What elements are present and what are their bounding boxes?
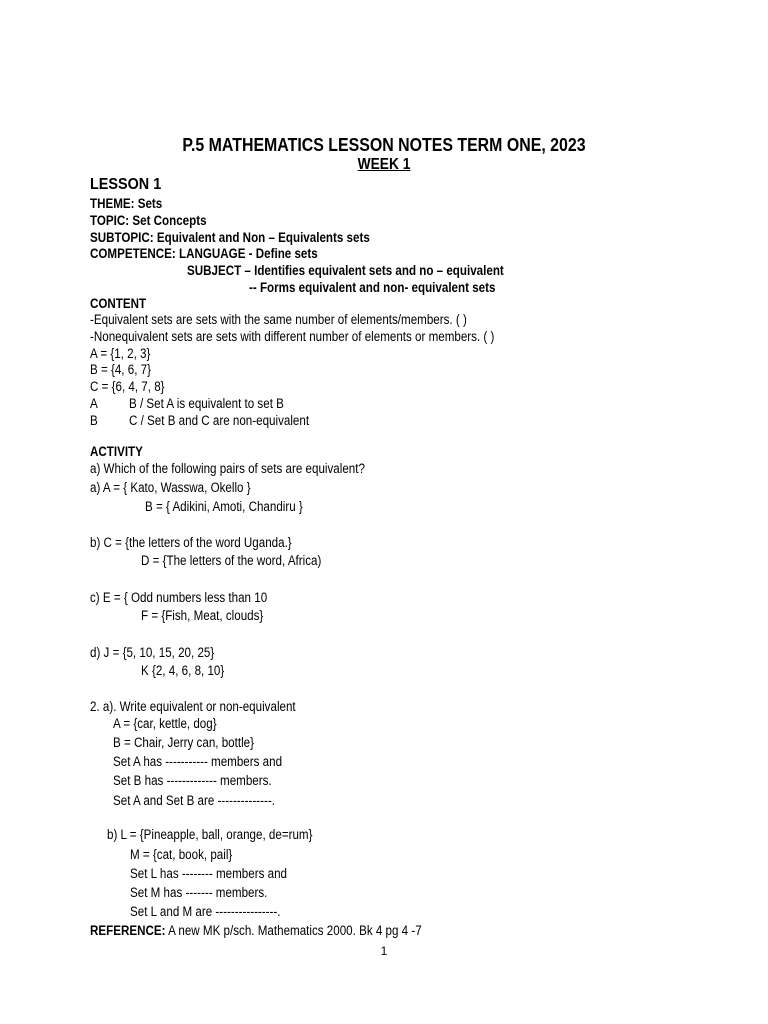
activity-item: D = {The letters of the word, Africa) bbox=[141, 553, 322, 568]
question-2a-line: Set A has ----------- members and bbox=[113, 754, 283, 769]
lesson-heading: LESSON 1 bbox=[90, 176, 162, 193]
content-heading: CONTENT bbox=[90, 296, 147, 311]
question-2a-line: Set A and Set B are --------------. bbox=[113, 793, 275, 808]
week-heading: WEEK 1 bbox=[357, 156, 411, 173]
content-line: B = {4, 6, 7} bbox=[90, 362, 152, 377]
question-2b-line: Set L and M are ----------------. bbox=[130, 904, 281, 919]
subtopic-line bbox=[90, 230, 370, 246]
subject-line: SUBJECT – Identifies equivalent sets and no – equivalent bbox=[187, 263, 504, 278]
activity-item: B = { Adikini, Amoti, Chandiru } bbox=[145, 499, 303, 514]
activity-item: K {2, 4, 6, 8, 10} bbox=[141, 663, 225, 678]
theme-label: THEME: bbox=[90, 196, 135, 211]
reference-label: REFERENCE: bbox=[90, 923, 166, 938]
activity-item: c) E = { Odd numbers less than 10 bbox=[90, 590, 268, 605]
page-title: P.5 MATHEMATICS LESSON NOTES TERM ONE, 2023 bbox=[182, 134, 586, 155]
content-line: A = {1, 2, 3} bbox=[90, 346, 151, 361]
non-equivalence-line-rest: C / Set B and C are non-equivalent bbox=[129, 413, 310, 428]
content-line: C = {6, 4, 7, 8} bbox=[90, 379, 165, 394]
topic-value: Set Concepts bbox=[129, 213, 207, 228]
question-2a-line: A = {car, kettle, dog} bbox=[113, 716, 217, 731]
forms-line: -- Forms equivalent and non- equivalent sets bbox=[249, 280, 496, 295]
content-line: -Nonequivalent sets are sets with different number of elements or members. ( ) bbox=[90, 329, 495, 344]
activity-heading: ACTIVITY bbox=[90, 444, 143, 459]
reference-value: A new MK p/sch. Mathematics 2000. Bk 4 pg 4 -7 bbox=[165, 923, 422, 938]
question-2a-line: B = Chair, Jerry can, bottle} bbox=[113, 735, 255, 750]
question-2b-line: Set L has -------- members and bbox=[130, 866, 287, 881]
activity-item: a) A = { Kato, Wasswa, Okello } bbox=[90, 480, 251, 495]
question-2b-line: M = {cat, book, pail} bbox=[130, 847, 233, 862]
topic-label: TOPIC: bbox=[90, 213, 130, 228]
page-number: 1 bbox=[380, 944, 388, 958]
question-2b-line: Set M has ------- members. bbox=[130, 885, 268, 900]
question-2a-line: Set B has ------------- members. bbox=[113, 773, 272, 788]
activity-item: b) C = {the letters of the word Uganda.} bbox=[90, 535, 292, 550]
equivalence-line-rest: B / Set A is equivalent to set B bbox=[129, 396, 284, 411]
question-2b-first: b) L = {Pineapple, ball, orange, de=rum} bbox=[107, 827, 313, 842]
activity-item: F = {Fish, Meat, clouds} bbox=[141, 608, 264, 623]
equivalence-line: A bbox=[90, 396, 98, 411]
topic-line bbox=[90, 213, 207, 229]
competence-line: COMPETENCE: LANGUAGE - Define sets bbox=[90, 246, 318, 261]
theme-line bbox=[90, 196, 162, 212]
reference-line bbox=[90, 923, 422, 939]
content-line: -Equivalent sets are sets with the same number of elements/members. ( ) bbox=[90, 312, 467, 327]
question-2-heading: 2. a). Write equivalent or non-equivalent bbox=[90, 699, 296, 714]
theme-value: Sets bbox=[134, 196, 163, 211]
subtopic-label: SUBTOPIC: bbox=[90, 230, 154, 245]
activity-intro: a) Which of the following pairs of sets are equivalent? bbox=[90, 461, 365, 476]
non-equivalence-line: B bbox=[90, 413, 98, 428]
subtopic-value: Equivalent and Non – Equivalents sets bbox=[153, 230, 370, 245]
activity-item: d) J = {5, 10, 15, 20, 25} bbox=[90, 645, 215, 660]
